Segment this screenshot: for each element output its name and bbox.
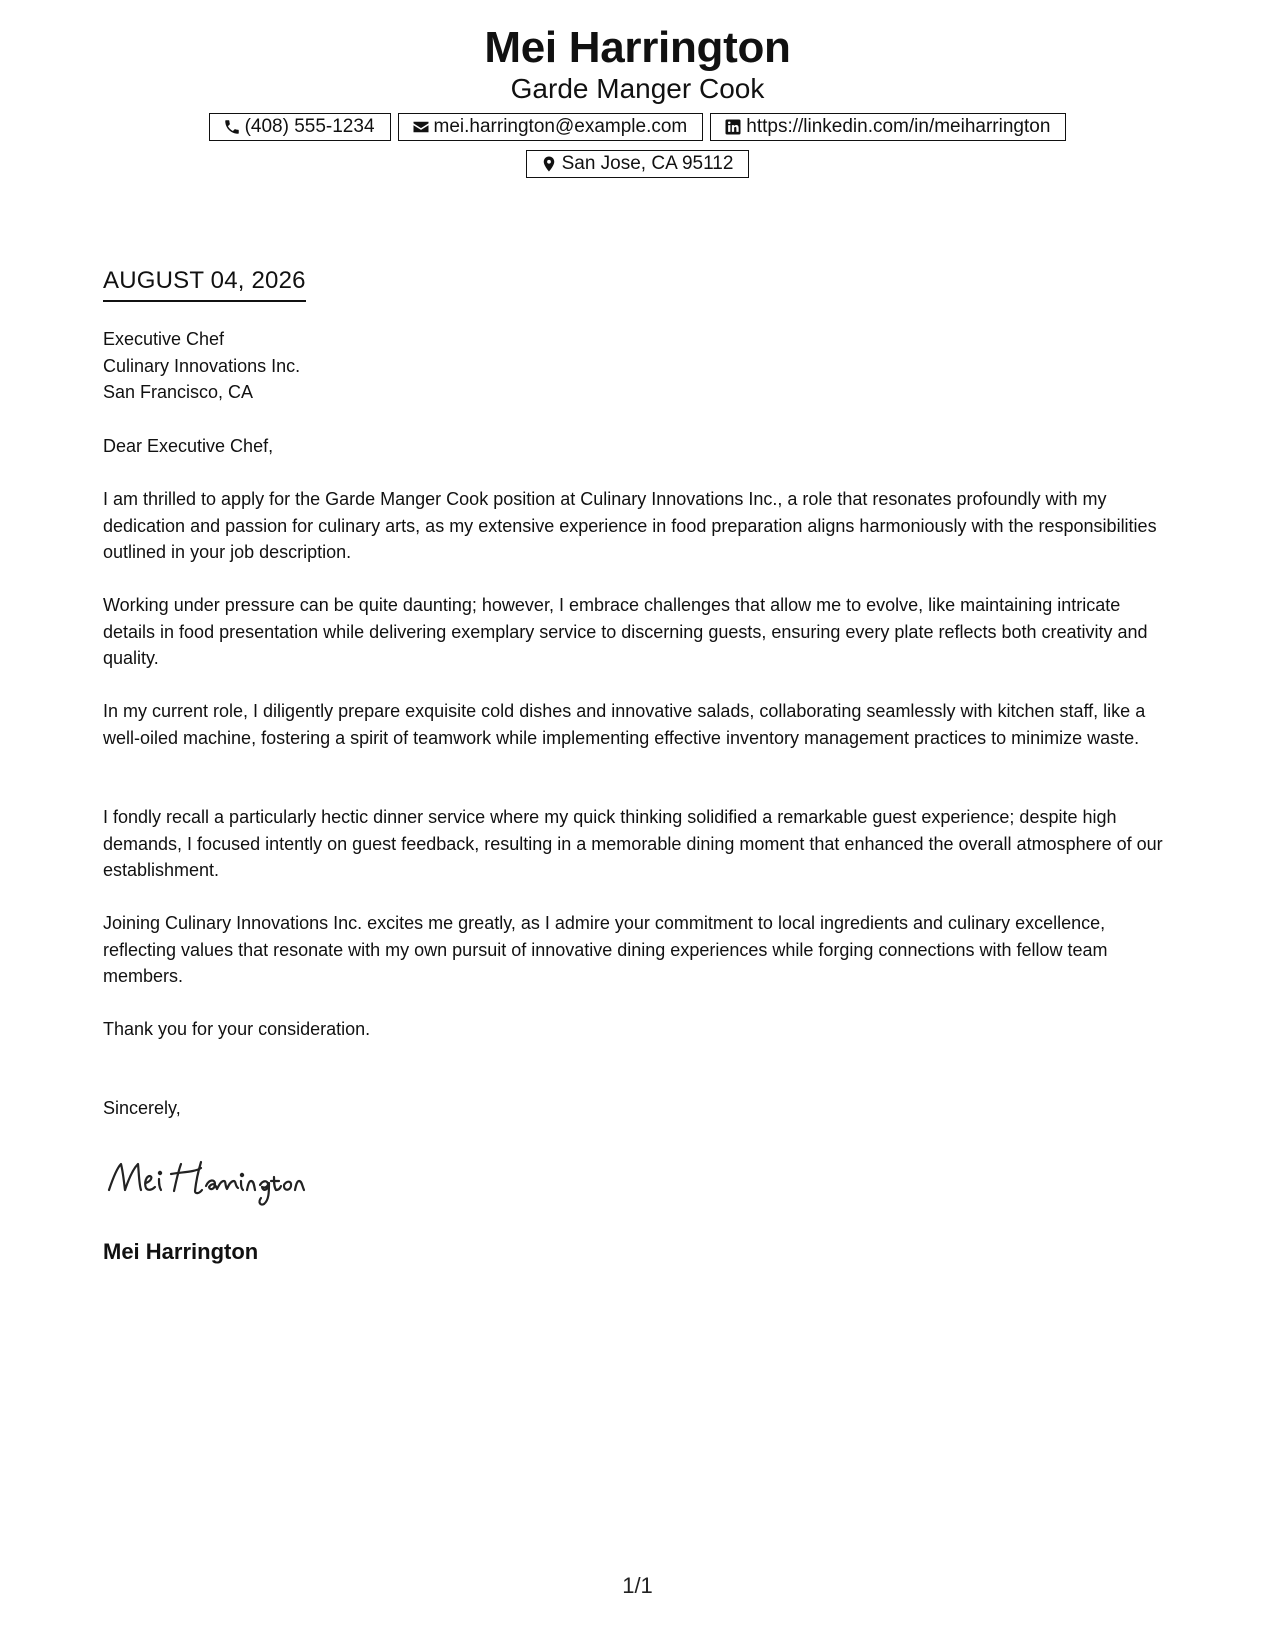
linkedin-icon <box>723 117 743 137</box>
body-paragraph: In my current role, I diligently prepare exquisite cold dishes and innovative salads, collaborating seamlessly with kitchen staff, like a well-oiled machine, fostering a spirit of teamwork while implementing effective inventory management practices to minimize waste. <box>103 701 1146 748</box>
envelope-icon <box>411 117 431 137</box>
recipient-company: Culinary Innovations Inc. <box>103 355 301 376</box>
recipient-block <box>103 326 1173 406</box>
contact-row <box>0 113 1275 141</box>
applicant-role: Garde Manger Cook <box>510 73 765 104</box>
handwritten-signature <box>103 1150 373 1210</box>
applicant-name: Mei Harrington <box>484 23 791 72</box>
linkedin-chip[interactable] <box>710 113 1066 141</box>
body-paragraph: Working under pressure can be quite daunting; however, I embrace challenges that allow me to evolve, like maintaining intricate details in food presentation while delivering exemplary service to discerning guests, ensuring every plate reflects both creativity and quality. <box>103 595 1148 668</box>
recipient-title: Executive Chef <box>103 329 225 349</box>
thanks-line: Thank you for your consideration. <box>103 1019 371 1039</box>
letter-date: AUGUST 04, 2026 <box>103 266 306 302</box>
signer-name: Mei Harrington <box>103 1239 259 1264</box>
recipient-location: San Francisco, CA <box>103 382 254 402</box>
phone-icon <box>222 117 242 137</box>
email-chip[interactable] <box>398 113 704 141</box>
salutation: Dear Executive Chef, <box>103 436 274 456</box>
contact-row-2 <box>0 150 1275 178</box>
body-paragraph: I fondly recall a particularly hectic dinner service where my quick thinking solidified a remarkable guest experience; despite high demands, I focused intently on guest feedback, resulting in a memorable dining moment that enhanced the overall atmosphere of our establishment. <box>103 807 1163 880</box>
location-text: San Jose, CA 95112 <box>561 153 734 174</box>
phone-chip[interactable] <box>209 113 391 141</box>
closing-line: Sincerely, <box>103 1098 181 1118</box>
email-text: mei.harrington@example.com <box>433 116 688 137</box>
location-chip <box>526 150 750 178</box>
phone-text: (408) 555-1234 <box>244 116 375 137</box>
body-paragraph: Joining Culinary Innovations Inc. excites me greatly, as I admire your commitment to local ingredients and culinary excellence, reflecting values that resonate with my own pursuit of innovative dining experiences while forging connections with fellow team members. <box>103 913 1108 986</box>
body-paragraph: I am thrilled to apply for the Garde Manger Cook position at Culinary Innovations Inc., a role that resonates profoundly with my dedication and passion for culinary arts, as my extensive experience in food preparation aligns harmoniously with the responsibilities outlined in your job description. <box>103 489 1157 562</box>
linkedin-text: https://linkedin.com/in/meiharrington <box>746 116 1051 137</box>
page-number: 1/1 <box>622 1573 653 1598</box>
map-pin-icon <box>539 154 559 174</box>
